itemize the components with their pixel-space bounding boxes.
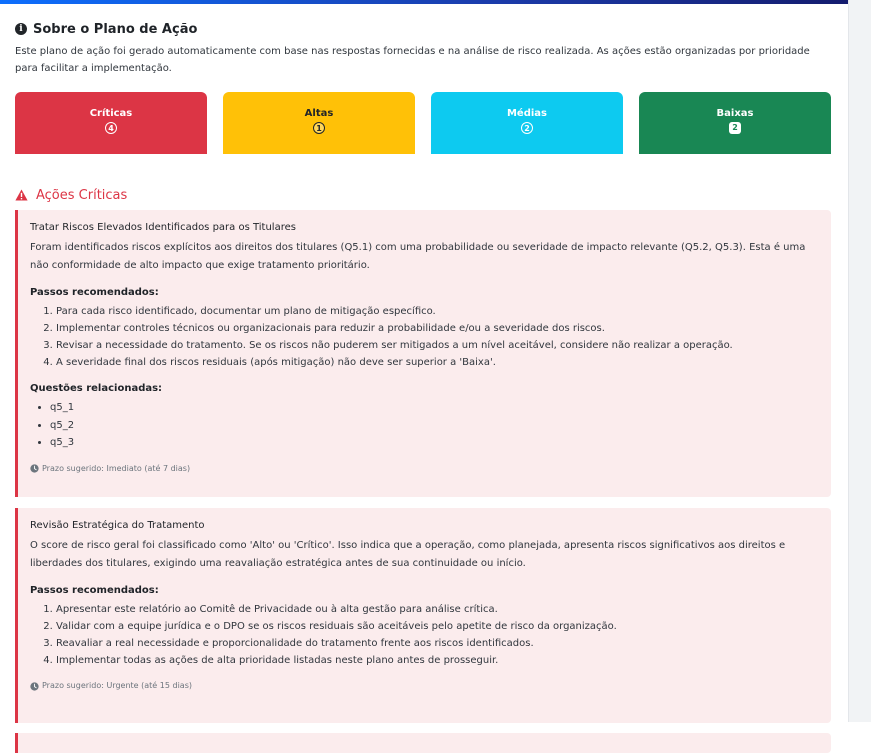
step-item: 3. Revisar a necessidade do tratamento. Se os riscos não puderem ser mitigados a um nível aceitável, considere não realizar a operação.	[56, 337, 817, 354]
action-plan-content	[15, 18, 831, 753]
scrollbar[interactable]	[848, 0, 871, 722]
priority-summary	[15, 92, 831, 154]
about-title: Sobre o Plano de Ação	[33, 21, 198, 37]
critical-section-title: Ações Críticas	[36, 187, 128, 203]
deadline-text: Prazo sugerido: Urgente (até 15 dias)	[42, 681, 192, 690]
clock-icon	[30, 682, 39, 691]
action-title: Revisão Estratégica do Tratamento	[30, 520, 205, 531]
step-item: 3. Reavaliar a real necessidade e proporcionalidade do tratamento frente aos riscos identificados.	[56, 635, 817, 652]
priority-count-badge: 2	[521, 122, 533, 134]
step-item: 4. A severidade final dos riscos residuais (após mitigação) não deve ser superior a 'Baixa'.	[56, 354, 817, 371]
deadline	[30, 680, 817, 692]
steps-list	[30, 601, 817, 669]
priority-card-label: Altas	[304, 108, 334, 119]
warning-triangle-icon	[15, 189, 28, 201]
deadline-text: Prazo sugerido: Imediato (até 7 dias)	[42, 463, 191, 473]
priority-count-badge: 4	[105, 122, 117, 134]
priority-card-label: Médias	[506, 108, 548, 119]
action-card	[15, 508, 831, 723]
question-item: • q5_1	[50, 399, 817, 417]
priority-card-label: Baixas	[716, 108, 754, 119]
step-item: 4. Implementar todas as ações de alta prioridade listadas neste plano antes de prosseguir.	[56, 652, 817, 669]
clock-icon	[30, 464, 39, 473]
info-icon: i	[15, 23, 27, 35]
action-card	[15, 210, 831, 497]
priority-count-badge: 2	[729, 122, 741, 134]
step-item: 1. Apresentar este relatório ao Comitê de Privacidade ou à alta gestão para análise crítica.	[56, 601, 817, 618]
action-card-partial	[15, 733, 831, 753]
steps-heading: Passos recomendados:	[30, 287, 159, 298]
step-item: 1. Para cada risco identificado, documentar um plano de mitigação específico.	[56, 303, 817, 320]
about-intro: Este plano de ação foi gerado automaticamente com base nas respostas fornecidas e na análise de risco realizada. As ações estão organizadas por prioridade para facilitar a implementação.	[15, 46, 810, 74]
step-item: 2. Validar com a equipe jurídica e o DPO se os riscos residuais são aceitáveis pelo apetite de risco da organização.	[56, 618, 817, 635]
priority-card-medias[interactable]	[431, 92, 623, 154]
priority-count-badge: 1	[313, 122, 325, 134]
questions-heading: Questões relacionadas:	[30, 383, 163, 394]
critical-section-header	[15, 186, 831, 204]
question-item: • q5_2	[50, 417, 817, 435]
questions-list	[30, 399, 817, 452]
step-item: 2. Implementar controles técnicos ou organizacionais para reduzir a probabilidade e/ou a severidade dos riscos.	[56, 320, 817, 337]
priority-card-criticas[interactable]	[15, 92, 207, 154]
question-item: • q5_3	[50, 434, 817, 452]
steps-heading: Passos recomendados:	[30, 585, 159, 596]
about-header	[15, 18, 831, 40]
priority-card-altas[interactable]	[223, 92, 415, 154]
deadline	[30, 463, 817, 475]
priority-card-label: Críticas	[89, 108, 133, 119]
priority-card-baixas[interactable]	[639, 92, 831, 154]
action-description: Foram identificados riscos explícitos aos direitos dos titulares (Q5.1) com uma probabilidade ou severidade de impacto relevante (Q5.2, Q5.3). Esta é uma não conformidade de alto impacto que exige tratamento prioritário.	[30, 242, 806, 271]
steps-list	[30, 303, 817, 371]
action-description: O score de risco geral foi classificado como 'Alto' ou 'Crítico'. Isso indica que a operação, como planejada, apresenta riscos significativos aos direitos e liberdades dos titulares, exigindo uma reavaliação estratégica antes de sua continuidade ou início.	[30, 540, 786, 569]
action-title: Tratar Riscos Elevados Identificados para os Titulares	[30, 222, 296, 233]
top-accent-bar	[0, 0, 848, 4]
